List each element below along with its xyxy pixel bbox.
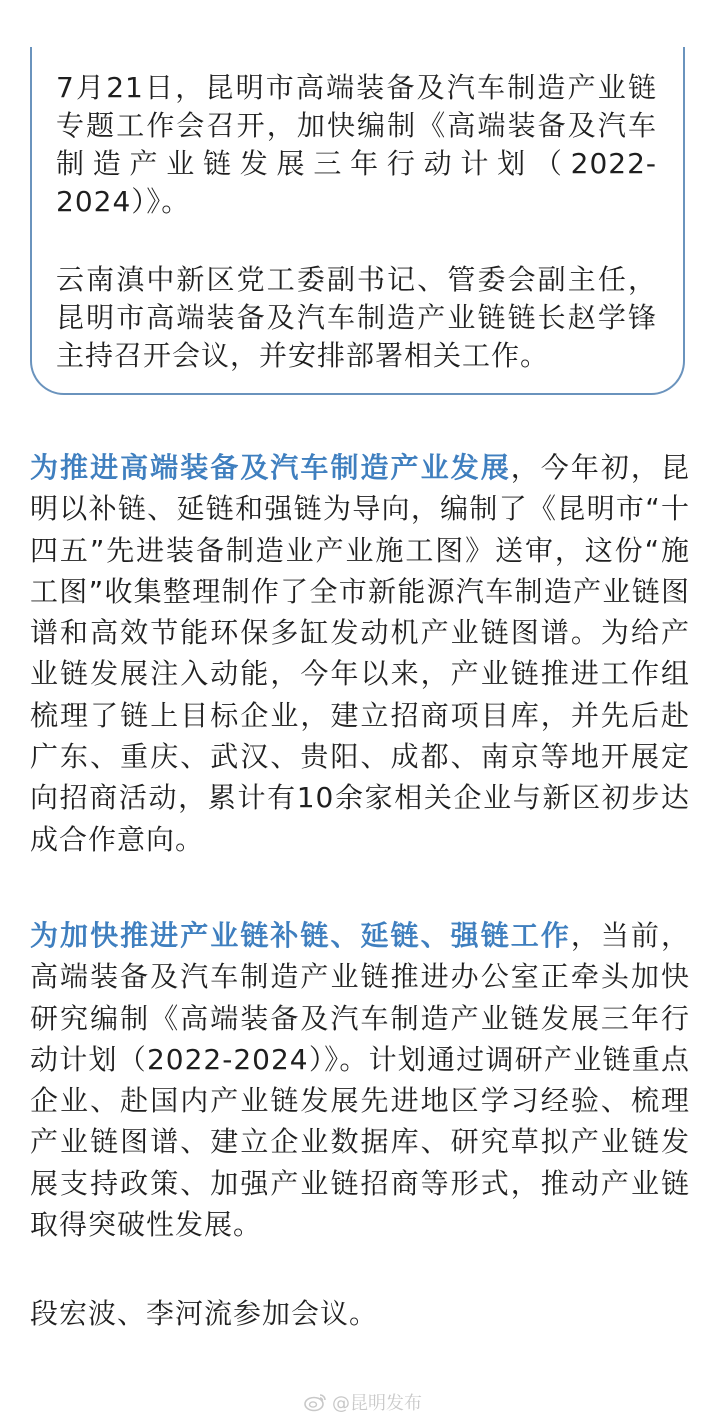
- section2-highlight: 为加快推进产业链补链、延链、强链工作: [30, 919, 571, 952]
- watermark-text: @昆明发布: [332, 1393, 422, 1414]
- body-paragraph-1: [30, 447, 690, 860]
- summary-box: [30, 47, 685, 395]
- closing-paragraph: 段宏波、李河流参加会议。: [30, 1297, 379, 1330]
- section1-highlight: 为推进高端装备及汽车制造产业发展: [30, 451, 511, 484]
- section2-text: ，当前，高端装备及汽车制造产业链推进办公室正牵头加快研究编制《高端装备及汽车制造产业链发展三年行动计划（2022-2024）》。计划通过调研产业链重点企业、赴国内产业链发展先进地区学习经验、梳理产业链图谱、建立企业数据库、研究草拟产业链发展支持政策、加强产业链招商等形式，推动产业链取得突破性发展。: [30, 919, 690, 1242]
- section1-text: ，今年初，昆明以补链、延链和强链为导向，编制了《昆明市“十四五”先进装备制造业产业施工图》送审，这份“施工图”收集整理制作了全市新能源汽车制造产业链图谱和高效节能环保多缸发动机产业链图谱。为给产业链发展注入动能，今年以来，产业链推进工作组梳理了链上目标企业，建立招商项目库，并先后赴广东、重庆、武汉、贵阳、成都、南京等地开展定向招商活动，累计有10余家相关企业与新区初步达成合作意向。: [30, 451, 690, 856]
- body-paragraph-2: [30, 915, 690, 1245]
- watermark: [304, 1389, 422, 1415]
- summary-paragraph-1: 7月21日，昆明市高端装备及汽车制造产业链专题工作会召开，加快编制《高端装备及汽车制造产业链发展三年行动计划（2022-2024）》。: [56, 71, 657, 218]
- summary-paragraph-2: 云南滇中新区党工委副书记、管委会副主任，昆明市高端装备及汽车制造产业链链长赵学锋主持召开会议，并安排部署相关工作。: [56, 263, 657, 372]
- weibo-icon: [304, 1392, 328, 1412]
